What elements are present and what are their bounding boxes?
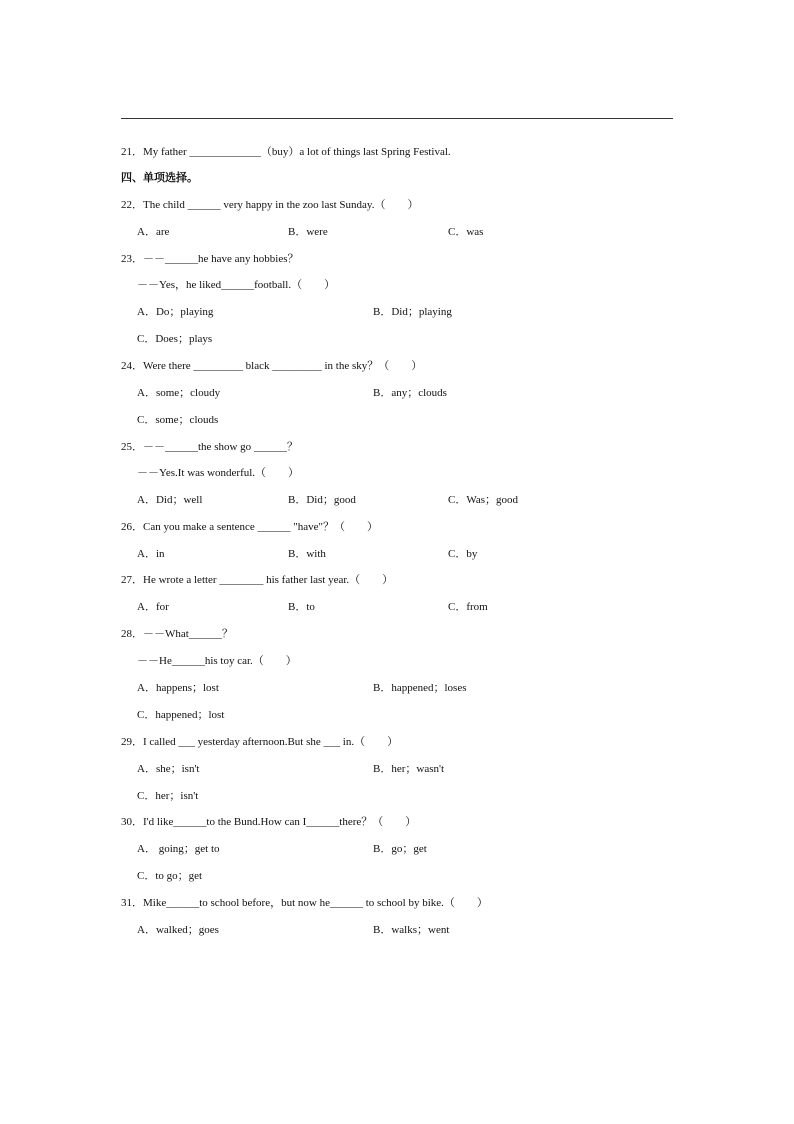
question-29-option-c: C．her；isn't bbox=[137, 790, 199, 802]
question-30-option-a: A． going；get to bbox=[137, 843, 220, 855]
section-heading: 四、单项选择。 bbox=[121, 172, 198, 184]
question-30-option-b: B．go；get bbox=[373, 843, 427, 855]
question-27-option-a: A．for bbox=[137, 601, 169, 613]
question-24-stem: 24．Were there _________ black _________ in the sky？（ ） bbox=[121, 360, 423, 372]
question-26-option-c: C．by bbox=[448, 548, 478, 560]
question-23-stem-reply: －－Yes，he liked______football.（ ） bbox=[137, 279, 336, 291]
question-25-option-a: A．Did；well bbox=[137, 494, 203, 506]
question-25-option-b: B．Did；good bbox=[288, 494, 356, 506]
question-28-stem-reply: －－He______his toy car.（ ） bbox=[137, 655, 297, 667]
question-22-stem: 22．The child ______ very happy in the zoo last Sunday.（ ） bbox=[121, 199, 419, 211]
question-23-option-c: C．Does；plays bbox=[137, 333, 213, 345]
question-25-stem-reply: －－Yes.It was wonderful.（ ） bbox=[137, 467, 300, 479]
question-24-option-a: A．some；cloudy bbox=[137, 387, 221, 399]
question-22-option-c: C．was bbox=[448, 226, 484, 238]
question-23-stem: 23．－－______he have any hobbies？ bbox=[121, 253, 299, 265]
question-26-option-b: B．with bbox=[288, 548, 326, 560]
question-29-option-b: B．her；wasn't bbox=[373, 763, 445, 775]
question-21: 21．My father _____________（buy）a lot of things last Spring Festival. bbox=[121, 146, 451, 158]
question-29-option-a: A．she；isn't bbox=[137, 763, 200, 775]
question-31-option-a: A．walked；goes bbox=[137, 924, 219, 936]
question-30-stem: 30．I'd like______to the Bund.How can I______there？（ ） bbox=[121, 816, 417, 828]
question-26-option-a: A．in bbox=[137, 548, 165, 560]
question-28-option-b: B．happened；loses bbox=[373, 682, 467, 694]
header-rule bbox=[121, 118, 673, 119]
question-28-option-c: C．happened；lost bbox=[137, 709, 225, 721]
question-29-stem: 29．I called ___ yesterday afternoon.But she ___ in.（ ） bbox=[121, 736, 399, 748]
question-23-option-a: A．Do；playing bbox=[137, 306, 214, 318]
question-27-stem: 27．He wrote a letter ________ his father last year.（ ） bbox=[121, 574, 394, 586]
question-25-stem: 25．－－______the show go ______？ bbox=[121, 441, 298, 453]
question-25-option-c: C．Was；good bbox=[448, 494, 519, 506]
question-31-stem: 31．Mike______to school before，but now he______ to school by bike.（ ） bbox=[121, 897, 488, 909]
question-27-option-c: C．from bbox=[448, 601, 488, 613]
question-27-option-b: B．to bbox=[288, 601, 315, 613]
question-23-option-b: B．Did；playing bbox=[373, 306, 452, 318]
question-31-option-b: B．walks；went bbox=[373, 924, 450, 936]
question-22-option-b: B．were bbox=[288, 226, 328, 238]
question-22-option-a: A．are bbox=[137, 226, 170, 238]
question-24-option-b: B．any；clouds bbox=[373, 387, 447, 399]
question-24-option-c: C．some；clouds bbox=[137, 414, 219, 426]
question-30-option-c: C．to go；get bbox=[137, 870, 203, 882]
question-26-stem: 26．Can you make a sentence ______ "have"？（ ） bbox=[121, 521, 379, 533]
question-28-option-a: A．happens；lost bbox=[137, 682, 219, 694]
question-28-stem: 28．－－What______？ bbox=[121, 628, 233, 640]
